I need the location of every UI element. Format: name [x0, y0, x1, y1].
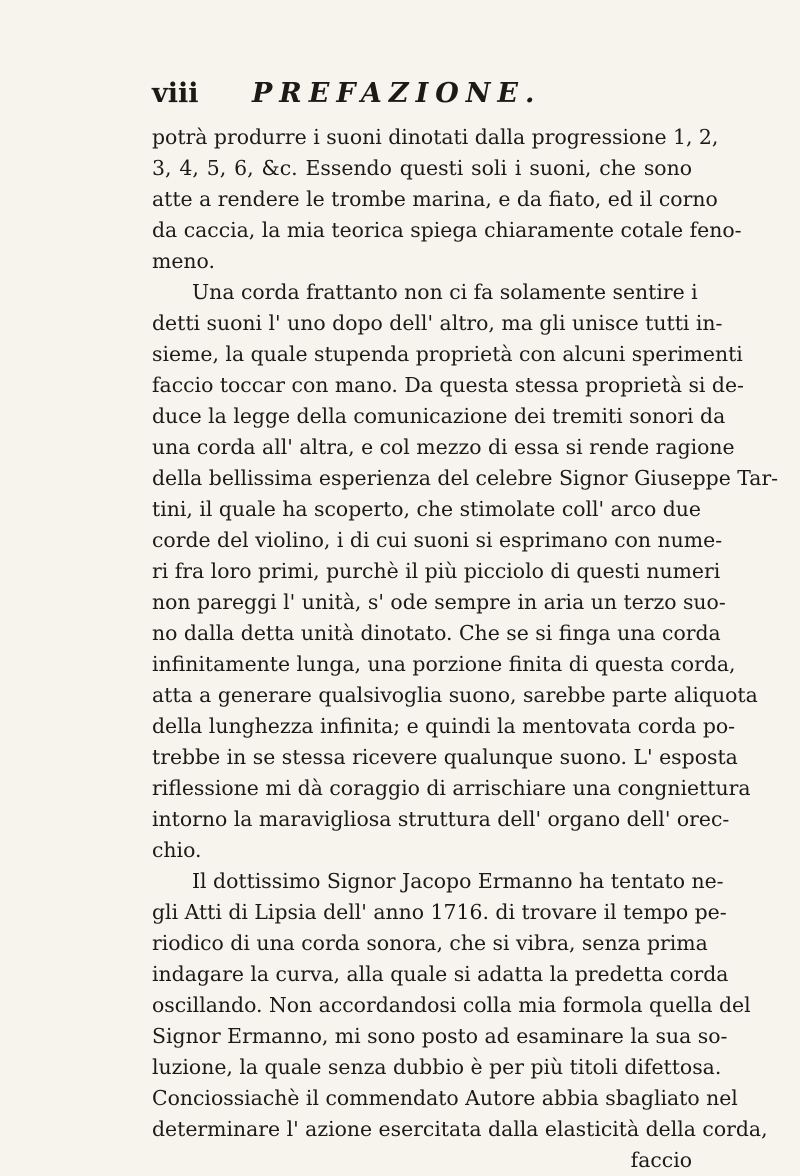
text-line: Signor Ermanno, mi sono posto ad esaminare la sua so- [152, 1024, 728, 1048]
text-line: intorno la maravigliosa struttura dell' organo dell' orec- [152, 807, 730, 831]
text-line: 3, 4, 5, 6, &c. Essendo questi soli i suoni, che sono [152, 156, 692, 180]
text-line: ri fra loro primi, purchè il più picciolo di questi numeri [152, 559, 721, 583]
text-line: no dalla detta unità dinotato. Che se si finga una corda [152, 621, 721, 645]
text-line: atte a rendere le trombe marina, e da fiato, ed il corno [152, 187, 718, 211]
text-line: riodico di una corda sonora, che si vibra, senza prima [152, 931, 708, 955]
text-line: gli Atti di Lipsia dell' anno 1716. di trovare il tempo pe- [152, 900, 727, 924]
running-head: PREFAZIONE. [252, 78, 542, 109]
text-line: luzione, la quale senza dubbio è per più titoli difettosa. [152, 1055, 722, 1079]
text-line: meno. [152, 249, 215, 273]
page-header [152, 78, 680, 118]
text-line: atta a generare qualsivoglia suono, sarebbe parte aliquota [152, 683, 758, 707]
text-line: oscillando. Non accordandosi colla mia formola quella del [152, 993, 751, 1017]
text-line: da caccia, la mia teorica spiega chiaramente cotale feno- [152, 218, 742, 242]
text-line: detti suoni l' uno dopo dell' altro, ma gli unisce tutti in- [152, 311, 723, 335]
text-line: faccio toccar con mano. Da questa stessa proprietà si de- [152, 373, 744, 397]
text-line: una corda all' altra, e col mezzo di essa si rende ragione [152, 435, 735, 459]
text-line: infinitamente lunga, una porzione finita di questa corda, [152, 652, 736, 676]
text-line: riflessione mi dà coraggio di arrischiare una congniettura [152, 776, 751, 800]
text-line: duce la legge della comunicazione dei tremiti sonori da [152, 404, 726, 428]
text-line: determinare l' azione esercitata dalla elasticità della corda, [152, 1117, 768, 1141]
text-line: Una corda frattanto non ci fa solamente sentire i [192, 280, 698, 304]
text-line: sieme, la quale stupenda proprietà con alcuni sperimenti [152, 342, 743, 366]
text-line: della bellissima esperienza del celebre Signor Giuseppe Tar- [152, 466, 779, 490]
text-line: della lunghezza infinita; e quindi la mentovata corda po- [152, 714, 736, 738]
text-line: faccio [630, 1148, 692, 1172]
text-line: Il dottissimo Signor Jacopo Ermanno ha tentato ne- [192, 869, 724, 893]
text-line: indagare la curva, alla quale si adatta la predetta corda [152, 962, 729, 986]
page-number: viii [152, 78, 199, 109]
text-line: non pareggi l' unità, s' ode sempre in aria un terzo suo- [152, 590, 726, 614]
text-line: chio. [152, 838, 202, 862]
text-line: trebbe in se stessa ricevere qualunque suono. L' esposta [152, 745, 738, 769]
text-line: corde del violino, i di cui suoni si esprimano con nume- [152, 528, 723, 552]
body-text [152, 122, 779, 1176]
text-line: potrà produrre i suoni dinotati dalla progressione 1, 2, [152, 125, 719, 149]
text-line: tini, il quale ha scoperto, che stimolate coll' arco due [152, 497, 701, 521]
text-line: Conciossiachè il commendato Autore abbia sbagliato nel [152, 1086, 738, 1110]
